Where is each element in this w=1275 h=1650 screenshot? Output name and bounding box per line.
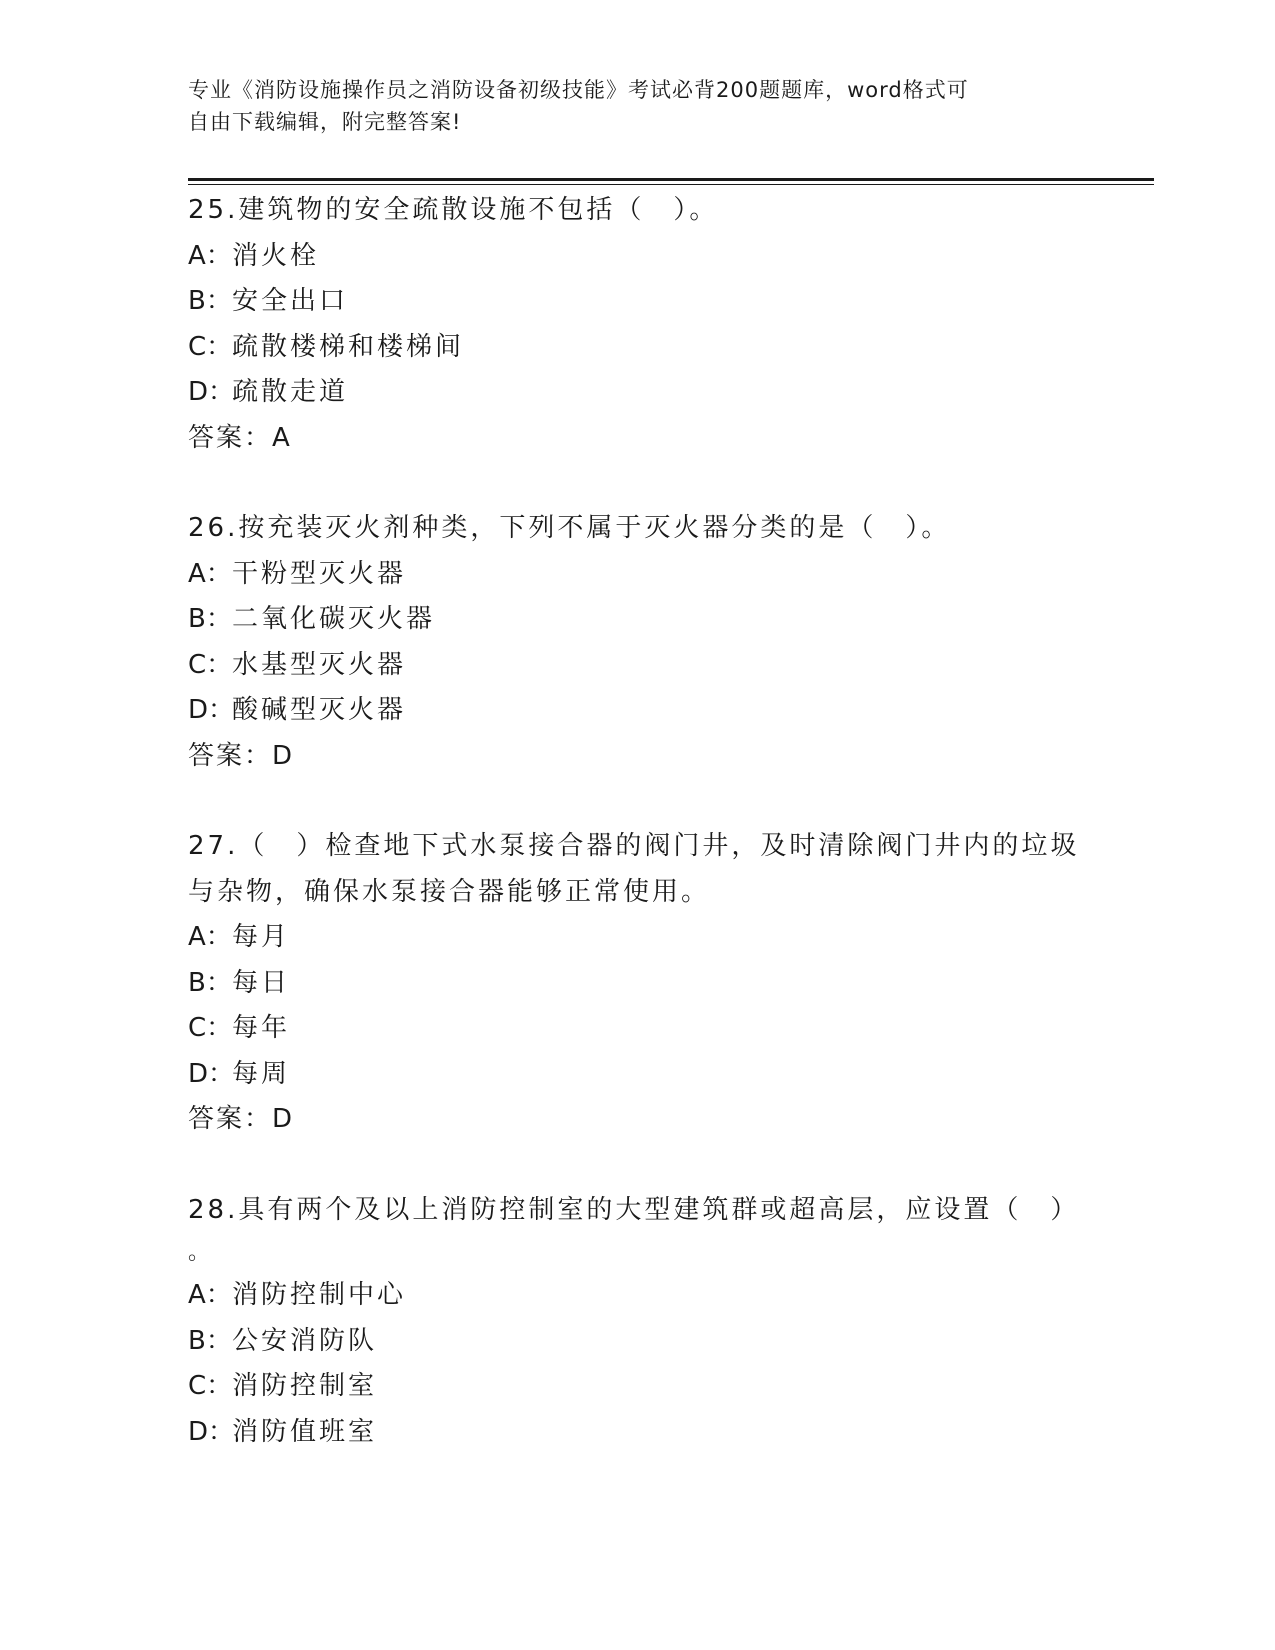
option-key: D： <box>188 1416 235 1447</box>
option-key: B： <box>188 286 232 316</box>
option-a <box>188 552 1088 598</box>
header-divider-thick <box>188 178 1154 181</box>
answer-line: 答案：D <box>188 740 295 771</box>
option-text: 二氧化碳灭火器 <box>232 604 436 634</box>
question-26 <box>188 506 1088 779</box>
option-text: 公安消防队 <box>232 1325 378 1356</box>
option-key: B： <box>188 604 232 634</box>
option-c <box>188 1006 1088 1052</box>
question-list <box>188 188 1088 1455</box>
option-key: A： <box>188 558 232 589</box>
option-d <box>188 1052 1088 1098</box>
option-key: D： <box>188 695 235 725</box>
option-text: 酸碱型灭火器 <box>232 695 407 725</box>
option-key: D： <box>188 1058 235 1089</box>
option-a <box>188 915 1088 961</box>
spacer <box>188 1143 1088 1188</box>
option-a <box>188 234 1088 280</box>
question-27 <box>188 824 1088 1143</box>
option-key: C： <box>188 1371 233 1401</box>
option-text: 每月 <box>232 922 291 952</box>
question-28 <box>188 1188 1088 1456</box>
option-d <box>188 370 1088 416</box>
option-key: C： <box>188 1013 233 1043</box>
question-stem-continued: 与杂物，确保水泵接合器能够正常使用。 <box>188 876 711 907</box>
question-25 <box>188 188 1088 461</box>
option-key: C： <box>188 331 233 362</box>
option-b <box>188 961 1088 1007</box>
option-text: 消火栓 <box>232 240 320 271</box>
header-divider-thin <box>188 184 1154 185</box>
option-key: C： <box>188 649 233 680</box>
spacer <box>188 461 1088 506</box>
answer-line: 答案：A <box>188 422 292 453</box>
option-b <box>188 279 1088 325</box>
option-text: 疏散走道 <box>232 377 349 407</box>
header-line-1: 专业《消防设施操作员之消防设备初级技能》考试必背200题题库，word格式可 <box>188 78 969 102</box>
option-d <box>188 1410 1088 1456</box>
option-key: B： <box>188 1325 232 1356</box>
option-c <box>188 325 1088 371</box>
option-key: A： <box>188 922 232 952</box>
option-b <box>188 1319 1088 1365</box>
answer-line: 答案：D <box>188 1104 295 1134</box>
option-text: 疏散楼梯和楼梯间 <box>232 331 465 362</box>
spacer <box>188 779 1088 824</box>
question-stem: 28.具有两个及以上消防控制室的大型建筑群或超高层，应设置（ ） <box>188 1194 1080 1225</box>
option-b <box>188 597 1088 643</box>
option-text: 消防控制中心 <box>232 1280 407 1310</box>
question-stem-continued: 。 <box>188 1240 214 1265</box>
option-text: 每日 <box>232 967 291 998</box>
document-header <box>188 74 1068 138</box>
option-text: 每年 <box>232 1013 291 1043</box>
option-text: 安全出口 <box>232 286 349 316</box>
option-text: 消防值班室 <box>232 1416 378 1447</box>
option-key: D： <box>188 377 235 407</box>
option-text: 干粉型灭火器 <box>232 558 407 589</box>
option-c <box>188 1364 1088 1410</box>
question-stem: 27.（ ）检查地下式水泵接合器的阀门井，及时清除阀门井内的垃圾 <box>188 831 1080 861</box>
option-text: 水基型灭火器 <box>232 649 407 680</box>
option-text: 每周 <box>232 1058 291 1089</box>
header-line-2: 自由下载编辑，附完整答案! <box>188 110 462 134</box>
option-c <box>188 643 1088 689</box>
option-a <box>188 1273 1088 1319</box>
question-stem: 25.建筑物的安全疏散设施不包括（ ）。 <box>188 195 719 225</box>
option-text: 消防控制室 <box>232 1371 378 1401</box>
option-key: A： <box>188 1280 232 1310</box>
option-key: A： <box>188 240 232 271</box>
option-d <box>188 688 1088 734</box>
option-key: B： <box>188 967 232 998</box>
question-stem: 26.按充装灭火剂种类，下列不属于灭火器分类的是（ ）。 <box>188 513 951 543</box>
